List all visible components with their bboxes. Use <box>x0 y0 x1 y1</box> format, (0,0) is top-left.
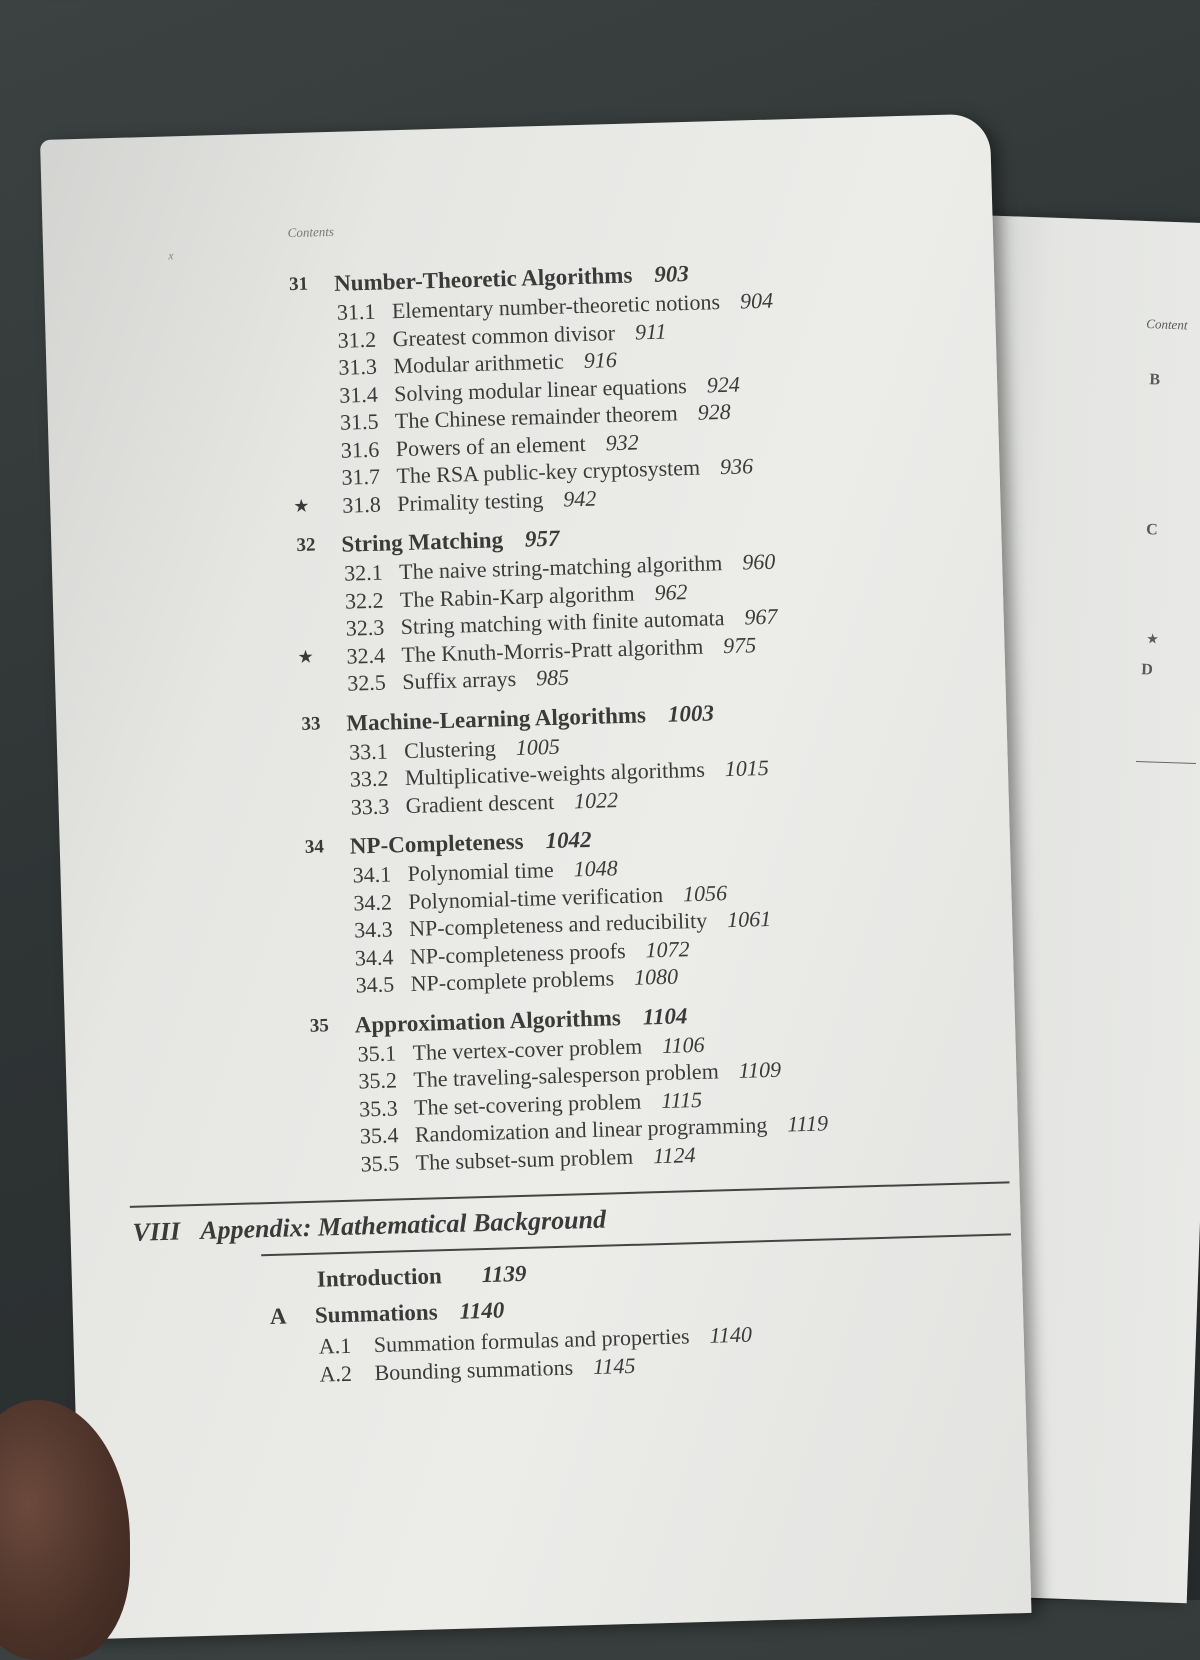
section-page: 1119 <box>786 1110 829 1137</box>
section-page: 1072 <box>645 935 690 962</box>
section-page: 962 <box>654 578 688 605</box>
appendix-section-page: 1140 <box>709 1321 753 1348</box>
section-title: Powers of an element <box>395 430 587 461</box>
section-title: The Chinese remainder theorem <box>394 400 679 434</box>
appendix-section-number: A.1 <box>318 1332 352 1359</box>
right-page-star: ★ <box>1146 632 1160 648</box>
table-of-contents <box>40 113 990 1387</box>
chapter-number: 33 <box>301 712 321 735</box>
right-page-letter-c: C <box>1145 521 1158 539</box>
appendix-section-page: 1145 <box>592 1352 636 1380</box>
section-title: Polynomial-time verification <box>408 881 664 914</box>
corner-mark: x <box>168 248 174 263</box>
section-entry <box>347 663 570 696</box>
section-number: 34.5 <box>355 971 395 998</box>
section-number: 31.8 <box>341 491 382 518</box>
optional-star: ★ <box>297 646 314 667</box>
chapter-heading <box>288 253 929 296</box>
section-page: 1022 <box>573 786 619 813</box>
section-number: 31.6 <box>340 436 380 463</box>
section-number: 35.5 <box>360 1149 400 1176</box>
section-number: 34.3 <box>353 916 394 943</box>
section-page: 932 <box>605 428 639 455</box>
section-number: 33.2 <box>349 765 389 792</box>
appendix-section-title: Bounding summations <box>374 1354 574 1386</box>
section-page: 985 <box>535 664 570 691</box>
chapter-page: 1042 <box>545 826 592 854</box>
section-number: 35.4 <box>359 1122 399 1149</box>
section-title: Multiplicative-weights algorithms <box>404 756 706 791</box>
section-title: NP-completeness and reducibility <box>408 907 708 941</box>
section-number: 35.2 <box>358 1067 398 1094</box>
section-title: The traveling-salesperson problem <box>413 1058 720 1092</box>
section-number: 32.5 <box>346 669 387 696</box>
chapter-page: 903 <box>653 260 690 287</box>
chapter-page: 1104 <box>642 1002 688 1030</box>
introduction-entry <box>317 1261 527 1293</box>
section-page: 960 <box>741 548 776 575</box>
right-page-header: Content <box>1146 316 1188 333</box>
chapter-title-text: Number-Theoretic Algorithms <box>333 262 633 296</box>
right-page-rule <box>1136 761 1196 764</box>
section-number: 33.3 <box>350 793 390 820</box>
appendix-heading <box>269 1290 770 1330</box>
section-page: 967 <box>744 603 778 630</box>
section-page: 1056 <box>682 879 728 906</box>
optional-star: ★ <box>293 495 310 516</box>
appendix-section-number: A.2 <box>319 1360 353 1387</box>
section-number: 32.2 <box>344 587 384 614</box>
section-page: 924 <box>706 371 741 397</box>
section-title: The naive string-matching algorithm <box>398 550 723 585</box>
section-number: 31.3 <box>338 353 378 380</box>
section-title: NP-complete problems <box>410 965 615 996</box>
section-number: 32.3 <box>345 614 385 641</box>
section-title: The RSA public-key cryptosystem <box>396 454 701 489</box>
section-title: NP-completeness proofs <box>409 937 626 969</box>
part-title-text: Appendix: Mathematical Background <box>199 1204 607 1245</box>
section-title: The subset-sum problem <box>415 1143 634 1175</box>
section-page: 936 <box>719 453 754 480</box>
section-number: 31.4 <box>338 381 379 408</box>
section-title: String matching with finite automata <box>400 605 725 640</box>
section-title: The vertex-cover problem <box>412 1033 643 1065</box>
section-title: The Knuth-Morris-Pratt algorithm <box>401 633 704 667</box>
appendix-page: 1140 <box>459 1297 505 1324</box>
section-page: 1048 <box>573 855 618 882</box>
right-page-letter-b: B <box>1149 371 1161 389</box>
section-number: 34.4 <box>354 943 394 971</box>
part-number: VIII <box>132 1216 181 1247</box>
section-number: 31.2 <box>337 326 377 353</box>
section-number: 35.3 <box>358 1094 398 1121</box>
right-page-letter-d: D <box>1140 661 1154 679</box>
section-title: The Rabin-Karp algorithm <box>399 580 635 612</box>
chapter-number: 32 <box>296 534 316 556</box>
left-page <box>40 113 1032 1639</box>
section-page: 1005 <box>515 733 561 760</box>
section-page: 1115 <box>660 1086 703 1113</box>
appendix-label: A <box>269 1303 287 1330</box>
section-number: 35.1 <box>357 1039 397 1066</box>
chapter-page: 1003 <box>667 699 715 727</box>
section-title: Clustering <box>403 735 497 763</box>
introduction-page: 1139 <box>481 1260 527 1288</box>
appendix-title <box>315 1297 505 1328</box>
introduction-title: Introduction <box>316 1263 443 1292</box>
chapter-title <box>346 699 714 737</box>
part-title <box>132 1205 606 1248</box>
running-header: Contents <box>287 223 335 241</box>
section-title: Solving modular linear equations <box>393 372 688 406</box>
chapter-number: 34 <box>304 836 325 858</box>
section-number: 34.2 <box>353 888 393 916</box>
section-number: 33.1 <box>348 738 389 765</box>
chapter-number: 31 <box>288 273 309 296</box>
section-page: 1106 <box>661 1031 705 1058</box>
section-title: The set-covering problem <box>413 1088 642 1120</box>
section-page: 904 <box>739 287 774 314</box>
appendix-title-text: Summations <box>314 1299 438 1328</box>
section-number: 32.4 <box>346 642 386 669</box>
section-number: 32.1 <box>343 559 384 586</box>
section-title: Modular arithmetic <box>393 348 565 379</box>
section-page: 1061 <box>726 905 772 933</box>
section-number: 31.1 <box>336 298 376 325</box>
chapter-title-text: Machine-Learning Algorithms <box>346 701 647 736</box>
section-page: 1080 <box>633 963 679 990</box>
section-page: 975 <box>722 631 757 658</box>
section-number: 31.5 <box>339 408 379 435</box>
section-page: 928 <box>697 398 732 425</box>
section-number: 34.1 <box>352 861 392 888</box>
section-page: 916 <box>583 346 618 373</box>
chapter-page: 957 <box>524 525 560 552</box>
chapter-title-text: String Matching <box>341 527 504 557</box>
section-title: Elementary number-theoretic notions <box>391 289 721 324</box>
part-rule-top <box>130 1181 1010 1208</box>
section-title: Primality testing <box>396 486 544 516</box>
section-number: 31.7 <box>341 463 381 490</box>
section-title: Greatest common divisor <box>392 319 616 351</box>
section-title: Suffix arrays <box>401 665 517 695</box>
chapter-number: 35 <box>309 1014 330 1037</box>
chapter-title-text: NP-Completeness <box>349 828 524 859</box>
section-title: Gradient descent <box>405 788 555 818</box>
section-page: 1015 <box>724 754 770 782</box>
chapter-title-text: Approximation Algorithms <box>354 1004 622 1038</box>
section-page: 1109 <box>738 1056 782 1083</box>
section-title: Randomization and linear programming <box>414 1112 768 1147</box>
section-entry <box>342 484 597 518</box>
section-title: Polynomial time <box>407 856 554 887</box>
section-page: 1124 <box>652 1141 696 1168</box>
appendix-section-title: Summation formulas and properties <box>373 1323 690 1358</box>
section-page: 942 <box>562 485 597 512</box>
section-page: 911 <box>634 318 667 344</box>
